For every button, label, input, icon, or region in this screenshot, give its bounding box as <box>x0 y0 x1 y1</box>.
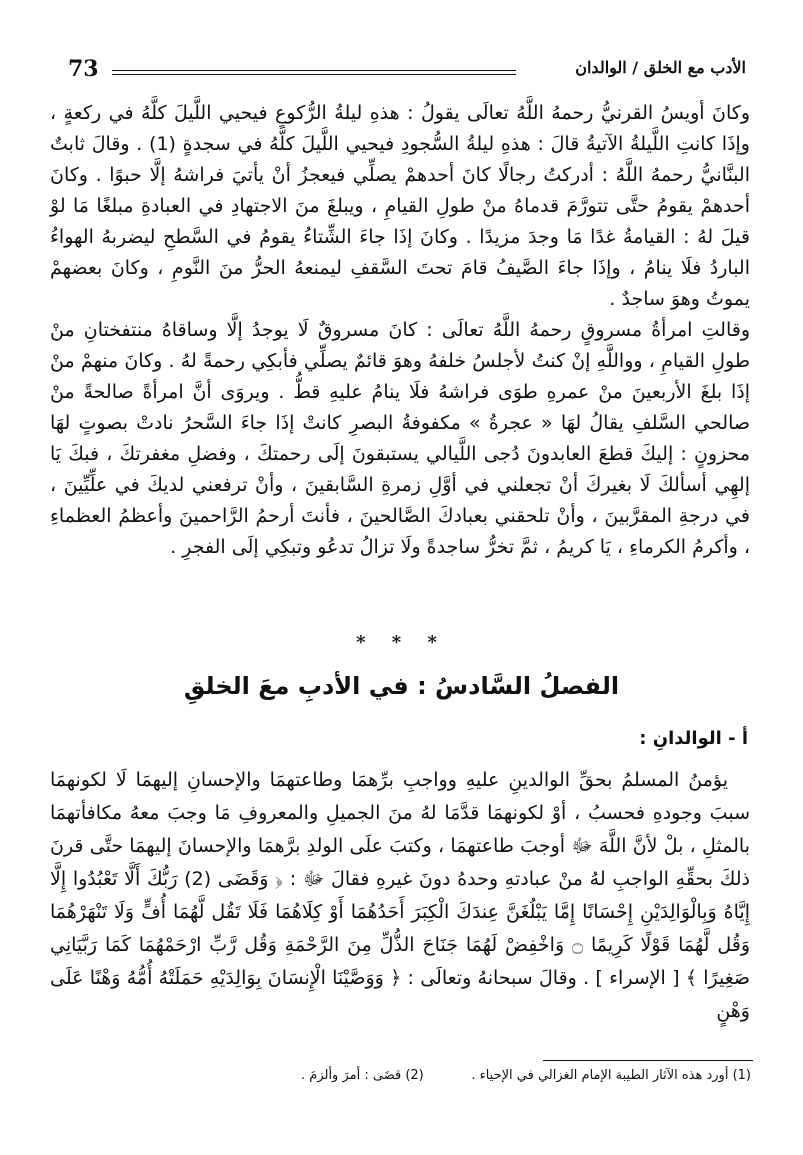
running-head <box>68 56 746 90</box>
body-text-lower <box>50 764 750 1028</box>
footnote-2: (2) قضَى : أمرَ وألزمَ . <box>301 1068 424 1083</box>
paragraph: وكانَ أويسُ القرنيُّ رحمهُ اللَّهُ تعالَى يقولُ : هذهِ ليلةُ الرُّكوعِ فيحيي اللَّيلَ كلَّهُ في ركعةٍ ، وإذَا كانتِ اللَّيلةُ الآتيةُ قالَ : هذهِ ليلةُ السُّجودِ فيحيي اللَّيلَ كلَّهُ في سجدةٍ (1) . وقالَ ثابتٌ البنَّانيُّ رحمهُ اللَّهُ : أدركتُ رجالًا كانَ أحدهمْ يصلِّي فيعجزُ أنْ يأتيَ فراشهُ إلَّا حبوًا . وكانَ أحدهمْ يقومُ حتَّى تتورَّمَ قدماهُ منْ طولِ القيامِ ، ويبلغَ منَ الاجتهادِ في العبادةِ مبلغًا مَا لوْ قيلَ لهُ : القيامةُ غدًا مَا وجدَ مزيدًا . وكانَ إذَا جاءَ الشِّتاءُ يقومُ في السَّطحِ ليضربهُ الهواءُ الباردُ فلَا ينامُ ، وإذَا جاءَ الصَّيفُ قامَ تحتَ السَّقفِ ليمنعهُ الحرُّ منَ النَّومِ ، وكانَ بعضهمْ يموتُ وهوَ ساجدٌ . <box>50 102 750 310</box>
chapter-title: الفصلُ السَّادسُ : في الأدبِ معَ الخلقِ <box>183 672 620 700</box>
running-title: الأدب مع الخلق / الوالدان <box>575 58 746 77</box>
footnote-1: (1) أورد هذه الآثار الطيبة الإمام الغزالي في الإحياء . <box>471 1068 751 1083</box>
paragraph: يؤمنُ المسلمُ بحقِّ الوالدينِ عليهِ وواجبِ برِّهمَا وطاعتهمَا والإحسانِ إليهمَا لَا لكونهمَا سببَ وجودهِ فحسبُ ، أوْ لكونهمَا قدَّمَا لهُ منَ الجميلِ والمعروفِ مَا وجبَ معهُ مكافأتهمَا بالمثلِ ، بلْ لأنَّ اللَّهَ ﷻ أوجبَ طاعتهمَا ، وكتبَ علَى الولدِ برَّهمَا والإحسانَ إليهمَا حتَّى قرنَ ذلكَ بحقِّهِ الواجبِ لهُ منْ عبادتهِ وحدهُ دونَ غيرهِ فقالَ ﷻ : ﴿ وَقَضَى (2) رَبُّكَ أَلَّا تَعْبُدُوا إِلَّا إِيَّاهُ وَبِالْوَالِدَيْنِ إِحْسَانًا إِمَّا يَبْلُغَنَّ عِندَكَ الْكِبَرَ أَحَدُهُمَا أَوْ كِلَاهُمَا فَلَا تَقُل لَّهُمَا أُفٍّ وَلَا تَنْهَرْهُمَا وَقُل لَّهُمَا قَوْلًا كَرِيمًا ۝ وَاخْفِضْ لَهُمَا جَنَاحَ الذُّلِّ مِنَ الرَّحْمَةِ وَقُل رَّبِّ ارْحَمْهُمَا كَمَا رَبَّيَانِي صَغِيرًا ﴾ [ الإسراء ] . وقالَ سبحانهُ وتعالَى : ﴿ وَوَصَّيْنَا الْإِنسَانَ بِوَالِدَيْهِ حَمَلَتْهُ أُمُّهُ وَهْنًا عَلَى وَهْنٍ <box>50 769 750 1022</box>
section-ornament: * * * <box>356 632 447 653</box>
paragraph: وقالتِ امرأةُ مسروقٍ رحمهُ اللَّهُ تعالَى : كانَ مسروقٌ لَا يوجدُ إلَّا وساقاهُ منتفختانِ منْ طولِ القيامِ ، وواللَّهِ إنْ كنتُ لأجلسُ خلفهُ وهوَ قائمٌ يصلِّي فأبكِي رحمةً لهُ . وكانَ منهمْ منْ إذَا بلغَ الأربعينَ منْ عمرهِ طوَى فراشهُ فلَا ينامُ عليهِ قطُّ . ويروَى أنَّ امرأةً صالحةً منْ صالحي السَّلفِ يقالُ لهَا « عجرةُ » مكفوفةُ البصرِ كانتْ إذَا جاءَ السَّحرُ نادتْ بصوتٍ لهَا محزونٍ : إليكَ قطعَ العابدونَ دُجى اللَّيالي يستبقونَ إلَى رحمتكَ ، وفضلِ مغفرتكَ ، فبكَ يَا إلهِي أسألكَ لَا بغيركَ أنْ تجعلني في أوَّلِ زمرةِ السَّابقينَ ، وأنْ ترفعني لديكَ في علِّيِّينَ ، في درجةِ المقرَّبينَ ، وأنْ تلحقني بعبادكَ الصَّالحينَ ، فأنتَ أرحمُ الرَّاحمينَ وأعظمُ العظماءِ ، وأكرمُ الكرماءِ ، يَا كريمُ ، ثمَّ تخرُّ ساجدةً ولَا تزالُ تدعُو وتبكِي إلَى الفجرِ . <box>50 319 750 558</box>
page-number: 73 <box>68 56 99 82</box>
section-heading: أ - الوالدانِ : <box>639 728 748 749</box>
body-text-upper <box>50 98 750 563</box>
footnotes <box>51 1068 751 1083</box>
footnote-rule <box>543 1060 753 1061</box>
header-rule <box>112 70 516 75</box>
